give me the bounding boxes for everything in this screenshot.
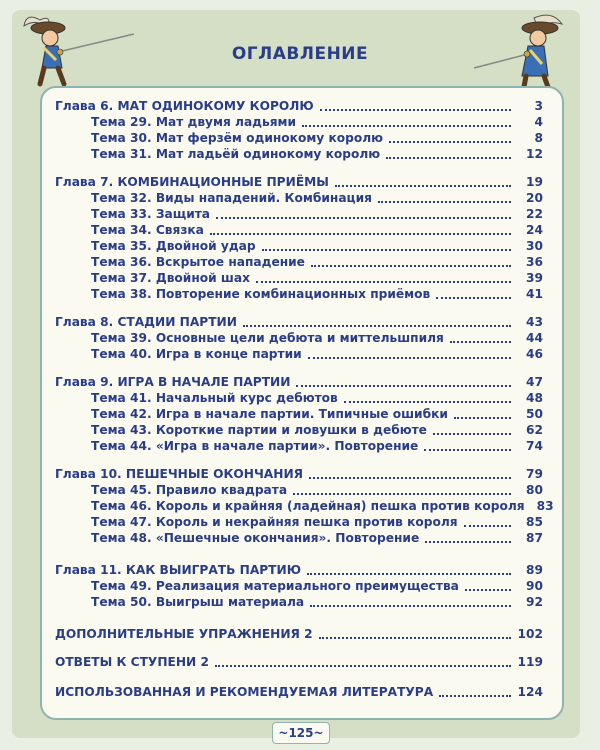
page-number: ~125~ (272, 722, 330, 744)
toc-page-number: 87 (526, 531, 543, 545)
toc-entry-label: Тема 31. Мат ладьёй одинокому королю (91, 147, 381, 161)
toc-page-number: 19 (526, 175, 543, 189)
toc-page-number: 119 (517, 655, 543, 669)
toc-page-number: 22 (526, 207, 543, 221)
toc-page-number: 90 (526, 579, 543, 593)
dot-leader (378, 201, 511, 203)
dot-leader (215, 665, 511, 667)
toc-page-number: 124 (517, 685, 543, 699)
toc-page-number: 30 (526, 239, 543, 253)
toc-page-number: 83 (536, 499, 554, 513)
dot-leader (344, 401, 511, 403)
toc-entry-label: Тема 49. Реализация материального преимущества (91, 579, 459, 593)
dot-leader (436, 297, 511, 299)
toc-page-number: 46 (526, 347, 543, 361)
toc-entry-label: Тема 29. Мат двумя ладьями (91, 115, 297, 129)
dot-leader (216, 217, 511, 219)
page-title: ОГЛАВЛЕНИЕ (231, 44, 369, 64)
dot-leader (311, 265, 511, 267)
toc-section-row (55, 652, 543, 670)
toc-entry-label: Тема 41. Начальный курс дебютов (91, 391, 338, 405)
toc-entry-label: Тема 35. Двойной удар (91, 239, 256, 253)
dot-leader (308, 357, 511, 359)
toc-entry-label: Глава 11. КАК ВЫИГРАТЬ ПАРТИЮ (55, 563, 302, 577)
toc-entry-label: Тема 45. Правило квадрата (91, 483, 288, 497)
dot-leader (464, 525, 511, 527)
toc-page-number: 79 (526, 467, 543, 481)
dot-leader (307, 573, 511, 575)
toc-page-number: 85 (526, 515, 543, 529)
toc-page-number: 39 (526, 271, 543, 285)
dot-leader (386, 157, 511, 159)
dot-leader (424, 449, 511, 451)
toc-section-row (55, 682, 543, 700)
toc-page-number: 36 (526, 255, 543, 269)
toc-entry-label: Тема 33. Защита (91, 207, 211, 221)
toc-page-number: 24 (526, 223, 543, 237)
toc-page-number: 47 (526, 375, 543, 389)
toc-entry-label: Тема 44. «Игра в начале партии». Повторение (91, 439, 419, 453)
toc-entry-label: Тема 39. Основные цели дебюта и миттельшпиля (91, 331, 444, 345)
dot-leader (310, 605, 511, 607)
dot-leader (433, 433, 511, 435)
dot-leader (309, 477, 511, 479)
dot-leader (210, 233, 511, 235)
toc-topic-row (55, 436, 543, 454)
toc-page-number: 80 (526, 483, 543, 497)
toc-page-number: 3 (534, 99, 543, 113)
toc-page-number: 62 (526, 423, 543, 437)
toc-page-number: 89 (526, 563, 543, 577)
dot-leader (293, 493, 511, 495)
dot-leader (389, 141, 511, 143)
toc-page-number: 48 (526, 391, 543, 405)
toc-entry-label: Глава 8. СТАДИИ ПАРТИИ (55, 315, 237, 329)
toc-page-number: 92 (526, 595, 543, 609)
toc-page-number: 50 (526, 407, 543, 421)
dot-leader (454, 417, 511, 419)
toc-topic-row (55, 528, 543, 546)
toc-entry-label: Тема 37. Двойной шах (91, 271, 250, 285)
toc-page-number: 102 (517, 627, 543, 641)
dot-leader (256, 281, 511, 283)
dot-leader (450, 341, 511, 343)
toc-topic-row (55, 144, 543, 162)
toc-entry-label: ОТВЕТЫ К СТУПЕНИ 2 (55, 655, 209, 669)
toc-topic-row (55, 592, 543, 610)
dot-leader (320, 109, 511, 111)
toc-entry-label: Тема 38. Повторение комбинационных приёмов (91, 287, 431, 301)
toc-entry-label: Тема 36. Вскрытое нападение (91, 255, 305, 269)
dot-leader (302, 125, 511, 127)
toc-entry-label: Тема 47. Король и некрайняя пешка против короля (91, 515, 458, 529)
toc-entry-label: Тема 42. Игра в начале партии. Типичные ошибки (91, 407, 448, 421)
toc-entry-label: Тема 50. Выигрыш материала (91, 595, 305, 609)
toc-topic-row (55, 284, 543, 302)
toc-topic-row (55, 344, 543, 362)
dot-leader (319, 637, 511, 639)
dot-leader (262, 249, 511, 251)
dot-leader (425, 541, 511, 543)
dot-leader (243, 325, 511, 327)
toc-entry-label: Тема 46. Король и крайняя (ладейная) пешка против короля (91, 499, 525, 513)
toc-page-number: 41 (526, 287, 543, 301)
toc-entry-label: ИСПОЛЬЗОВАННАЯ И РЕКОМЕНДУЕМАЯ ЛИТЕРАТУРА (55, 685, 434, 699)
toc-page-number: 74 (526, 439, 543, 453)
dot-leader (439, 695, 511, 697)
toc-page-number: 4 (534, 115, 543, 129)
toc-entry-label: Глава 10. ПЕШЕЧНЫЕ ОКОНЧАНИЯ (55, 467, 304, 481)
toc-page-number: 43 (526, 315, 543, 329)
dot-leader (465, 589, 511, 591)
toc-section-row (55, 624, 543, 642)
dot-leader (335, 185, 511, 187)
toc-entry-label: ДОПОЛНИТЕЛЬНЫЕ УПРАЖНЕНИЯ 2 (55, 627, 313, 641)
toc-entry-label: Тема 30. Мат ферзём одинокому королю (91, 131, 383, 145)
dot-leader (296, 385, 511, 387)
toc-entry-label: Тема 48. «Пешечные окончания». Повторение (91, 531, 420, 545)
toc-entry-label: Тема 43. Короткие партии и ловушки в дебюте (91, 423, 427, 437)
toc-page-number: 44 (526, 331, 543, 345)
toc-page-number: 8 (534, 131, 543, 145)
toc-page-number: 20 (526, 191, 543, 205)
toc-entry-label: Глава 6. МАТ ОДИНОКОМУ КОРОЛЮ (55, 99, 314, 113)
toc-entry-label: Глава 7. КОМБИНАЦИОННЫЕ ПРИЁМЫ (55, 175, 329, 189)
toc-page-number: 12 (526, 147, 543, 161)
toc-entry-label: Тема 40. Игра в конце партии (91, 347, 302, 361)
toc-entry-label: Глава 9. ИГРА В НАЧАЛЕ ПАРТИИ (55, 375, 291, 389)
toc-entry-label: Тема 34. Связка (91, 223, 204, 237)
toc-entry-label: Тема 32. Виды нападений. Комбинация (91, 191, 372, 205)
